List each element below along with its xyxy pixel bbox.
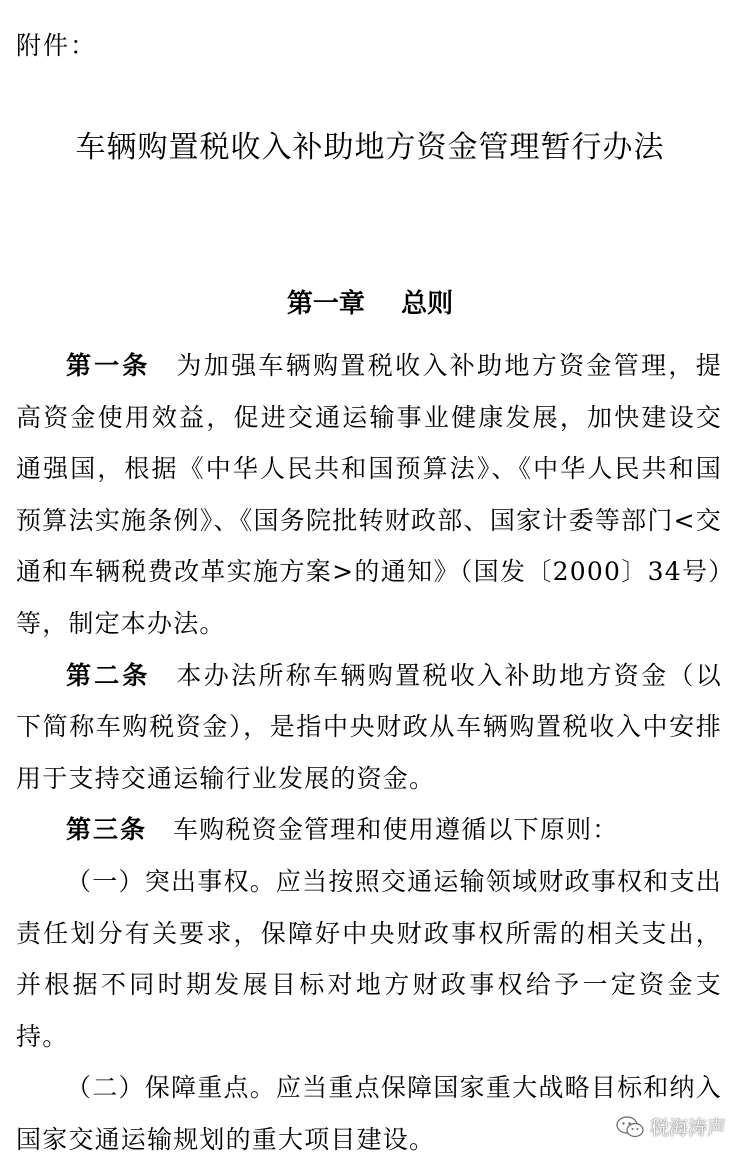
- article-text: 车购税资金管理和使用遵循以下原则：: [173, 815, 619, 845]
- article-label: 第二条: [66, 660, 151, 690]
- article-paragraph: [16, 340, 722, 650]
- principle-paragraph: （一）突出事权。应当按照交通运输领域财政事权和支出责任划分有关要求，保障好中央财政事权所需的相关支出，并根据不同时期发展目标对地方财政事权给予一定资金支持。: [16, 866, 722, 1051]
- article-text: 为加强车辆购置税收入补助地方资金管理，提高资金使用效益，促进交通运输事业健康发展，加快建设交通强国，根据《中华人民共和国预算法》、《中华人民共和国预算法实施条例》、《国务院批转财政部、国家计委等部门<交通和车辆税费改革实施方案>的通知》（国发〔2000〕34号）等，制定本办法。: [16, 351, 722, 638]
- document-body: [16, 340, 722, 1166]
- article-text: 本办法所称车辆购置税收入补助地方资金（以下简称车购税资金），是指中央财政从车辆购置税收入中安排用于支持交通运输行业发展的资金。: [16, 660, 722, 793]
- article-paragraph: [16, 650, 722, 805]
- chapter-number: 第一章: [286, 289, 365, 319]
- principle-paragraph: （二）保障重点。应当重点保障国家重大战略目标和纳入国家交通运输规划的重大项目建设。: [16, 1073, 722, 1154]
- watermark-text: 税海涛声: [649, 1117, 726, 1139]
- chapter-heading: [0, 283, 740, 320]
- document-title: 车辆购置税收入补助地方资金管理暂行办法: [75, 130, 665, 165]
- chapter-name: 总则: [401, 289, 454, 319]
- watermark: [616, 1113, 726, 1140]
- article-paragraph: [16, 804, 722, 856]
- wechat-icon: [616, 1116, 644, 1138]
- attachment-label: 附件：: [16, 31, 98, 60]
- article-label: 第一条: [66, 351, 151, 380]
- article-label: 第三条: [66, 815, 148, 845]
